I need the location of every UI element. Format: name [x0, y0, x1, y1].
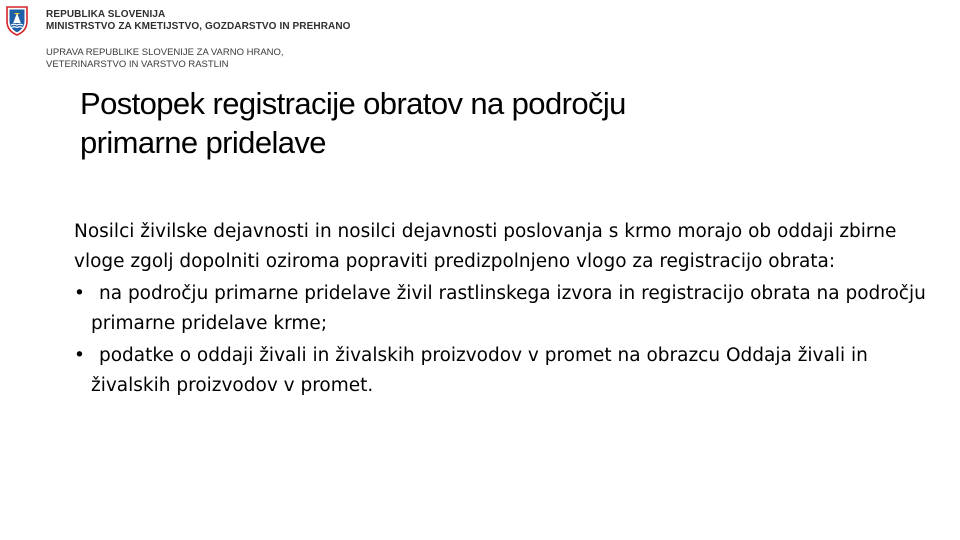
slide-title-line-2: primarne pridelave	[80, 125, 326, 160]
ministry-header	[46, 9, 351, 33]
agency-name-line-2: VETERINARSTVO IN VARSTVO RASTLIN	[46, 59, 229, 70]
bullet-icon: •	[74, 283, 85, 304]
slide-title	[80, 84, 900, 162]
agency-name-line-1: UPRAVA REPUBLIKE SLOVENIJE ZA VARNO HRANO,	[46, 47, 284, 58]
bullet-icon: •	[74, 345, 85, 366]
ministry-name: MINISTRSTVO ZA KMETIJSTVO, GOZDARSTVO IN PREHRANO	[46, 21, 351, 32]
slovenia-coat-of-arms-icon	[6, 6, 28, 36]
bullet-list	[74, 279, 934, 401]
list-item	[74, 341, 934, 401]
bullet-text: na področju primarne pridelave živil rastlinskega izvora in registracijo obrata na področju primarne pridelave krme;	[91, 283, 926, 334]
slide-title-line-1: Postopek registracije obratov na področju	[80, 86, 626, 121]
slide-body	[74, 217, 934, 403]
republic-name: REPUBLIKA SLOVENIJA	[46, 9, 166, 20]
bullet-text: podatke o oddaji živali in živalskih proizvodov v promet na obrazcu Oddaja živali in živalskih proizvodov v promet.	[91, 345, 868, 396]
agency-header	[46, 47, 284, 71]
list-item	[74, 279, 934, 339]
intro-paragraph: Nosilci živilske dejavnosti in nosilci dejavnosti poslovanja s krmo morajo ob oddaji zbirne vloge zgolj dopolniti oziroma popraviti predizpolnjeno vlogo za registracijo obrata:	[74, 221, 897, 272]
